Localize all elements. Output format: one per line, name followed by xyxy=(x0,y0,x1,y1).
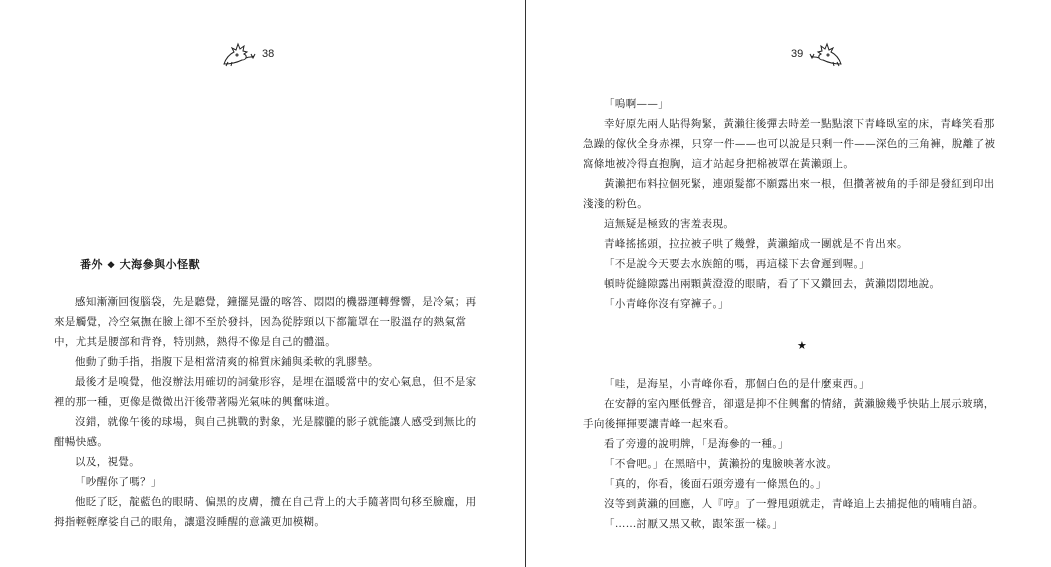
body-text-lower xyxy=(583,374,999,534)
chapter-heading xyxy=(80,256,200,272)
paragraph: 青峰搖搖頭，拉拉被子哄了幾聲，黃瀨縮成一團就是不肯出來。 xyxy=(604,238,908,250)
paragraph: 以及，視覺。 xyxy=(75,456,141,468)
chapter-subtitle: 大海參與小怪獸 xyxy=(119,258,201,271)
paragraph: 「不是說今天要去水族館的嗎，再這樣下去會遲到喔。」 xyxy=(604,258,870,270)
paragraph: 頓時從縫隙露出兩顆黃澄澄的眼睛，看了下又鑽回去，黃瀨悶悶地說。 xyxy=(604,278,941,290)
body-text-upper xyxy=(583,94,999,314)
dragon-ornament-icon xyxy=(218,40,258,68)
paragraph: 他動了動手指，指腹下是相當清爽的棉質床鋪與柔軟的乳膠墊。 xyxy=(75,356,379,368)
paragraph: 幸好原先兩人貼得夠緊，黃瀨往後彈去時差一點點滾下青峰臥室的床，青峰笑看那急躁的傢伙全身赤裸，只穿一件——也可以說是只剩一件——深色的三角褲，脫離了被窩條地被冷得直抱胸，這才站起身把棉被罩在黃瀨頭上。 xyxy=(583,118,996,170)
chapter-title: 番外 xyxy=(80,258,103,271)
page-gutter-divider xyxy=(525,0,526,567)
paragraph: 沒錯，就像午後的球場，與自己挑戰的對象，光是朦朧的影子就能讓人感受到無比的酣暢快感。 xyxy=(54,416,477,448)
scene-break-star-icon: ★ xyxy=(797,339,807,352)
paragraph: 看了旁邊的說明牌，「是海參的一種。」 xyxy=(604,438,789,450)
right-page xyxy=(527,0,1051,567)
paragraph: 最後才是嗅覺，他沒辦法用確切的詞彙形容，是埋在溫暖當中的安心氣息，但不是家裡的那一種，更像是微微出汗後帶著陽光氣味的興奮味道。 xyxy=(54,376,477,408)
paragraph: 「哇，是海星，小青峰你看，那個白色的是什麼東西。」 xyxy=(604,378,870,390)
paragraph: 「……討厭又黑又軟，跟笨蛋一樣。」 xyxy=(604,518,784,530)
page-header-left xyxy=(218,40,274,68)
left-page xyxy=(0,0,525,567)
chapter-separator: ❖ xyxy=(107,261,116,271)
body-text xyxy=(54,292,478,532)
paragraph: 「小青峰你沒有穿褲子。」 xyxy=(604,298,729,310)
paragraph: 黃瀨把布料拉個死緊，連頭髮都不願露出來一根，但攢著被角的手卻是發紅到印出淺淺的粉色。 xyxy=(583,178,995,210)
paragraph: 沒等到黃瀨的回應，人『哼』了一聲甩頭就走，青峰追上去捕捉他的喃喃自語。 xyxy=(604,498,984,510)
dragon-ornament-icon xyxy=(807,40,847,68)
paragraph: 「不會吧。」在黑暗中，黃瀨扮的鬼臉映著水波。 xyxy=(604,458,838,470)
page-header-right xyxy=(791,40,847,68)
paragraph: 「吵醒你了嗎？」 xyxy=(75,476,162,488)
paragraph: 在安靜的室內壓低聲音，卻還是抑不住興奮的情緒，黃瀨臉幾乎快貼上展示玻璃，手向後揮揮要讓青峰一起來看。 xyxy=(583,398,995,430)
paragraph: 這無疑是極致的害羞表現。 xyxy=(604,218,735,230)
page-number: 39 xyxy=(791,48,804,60)
paragraph: 感知漸漸回復腦袋，先是聽覺，鐘擺晃盪的喀答、悶悶的機器運轉聲響，是冷氣；再來是觸覺，冷空氣撫在臉上卻不至於發抖，因為從脖頸以下都籠罩在一股溫存的熱氣當中，尤其是腰部和背脊，特別熱，熱得不像是自己的體溫。 xyxy=(54,296,477,348)
paragraph: 他眨了眨，靛藍色的眼睛、偏黑的皮膚，攬在自己背上的大手隨著問句移至臉龐，用拇指輕輕摩娑自己的眼角，讓還沒睡醒的意識更加模糊。 xyxy=(54,496,477,528)
paragraph: 「嗚啊——」 xyxy=(604,98,670,110)
page-number: 38 xyxy=(262,48,275,60)
paragraph: 「真的，你看，後面石頭旁邊有一條黑色的。」 xyxy=(604,478,827,490)
